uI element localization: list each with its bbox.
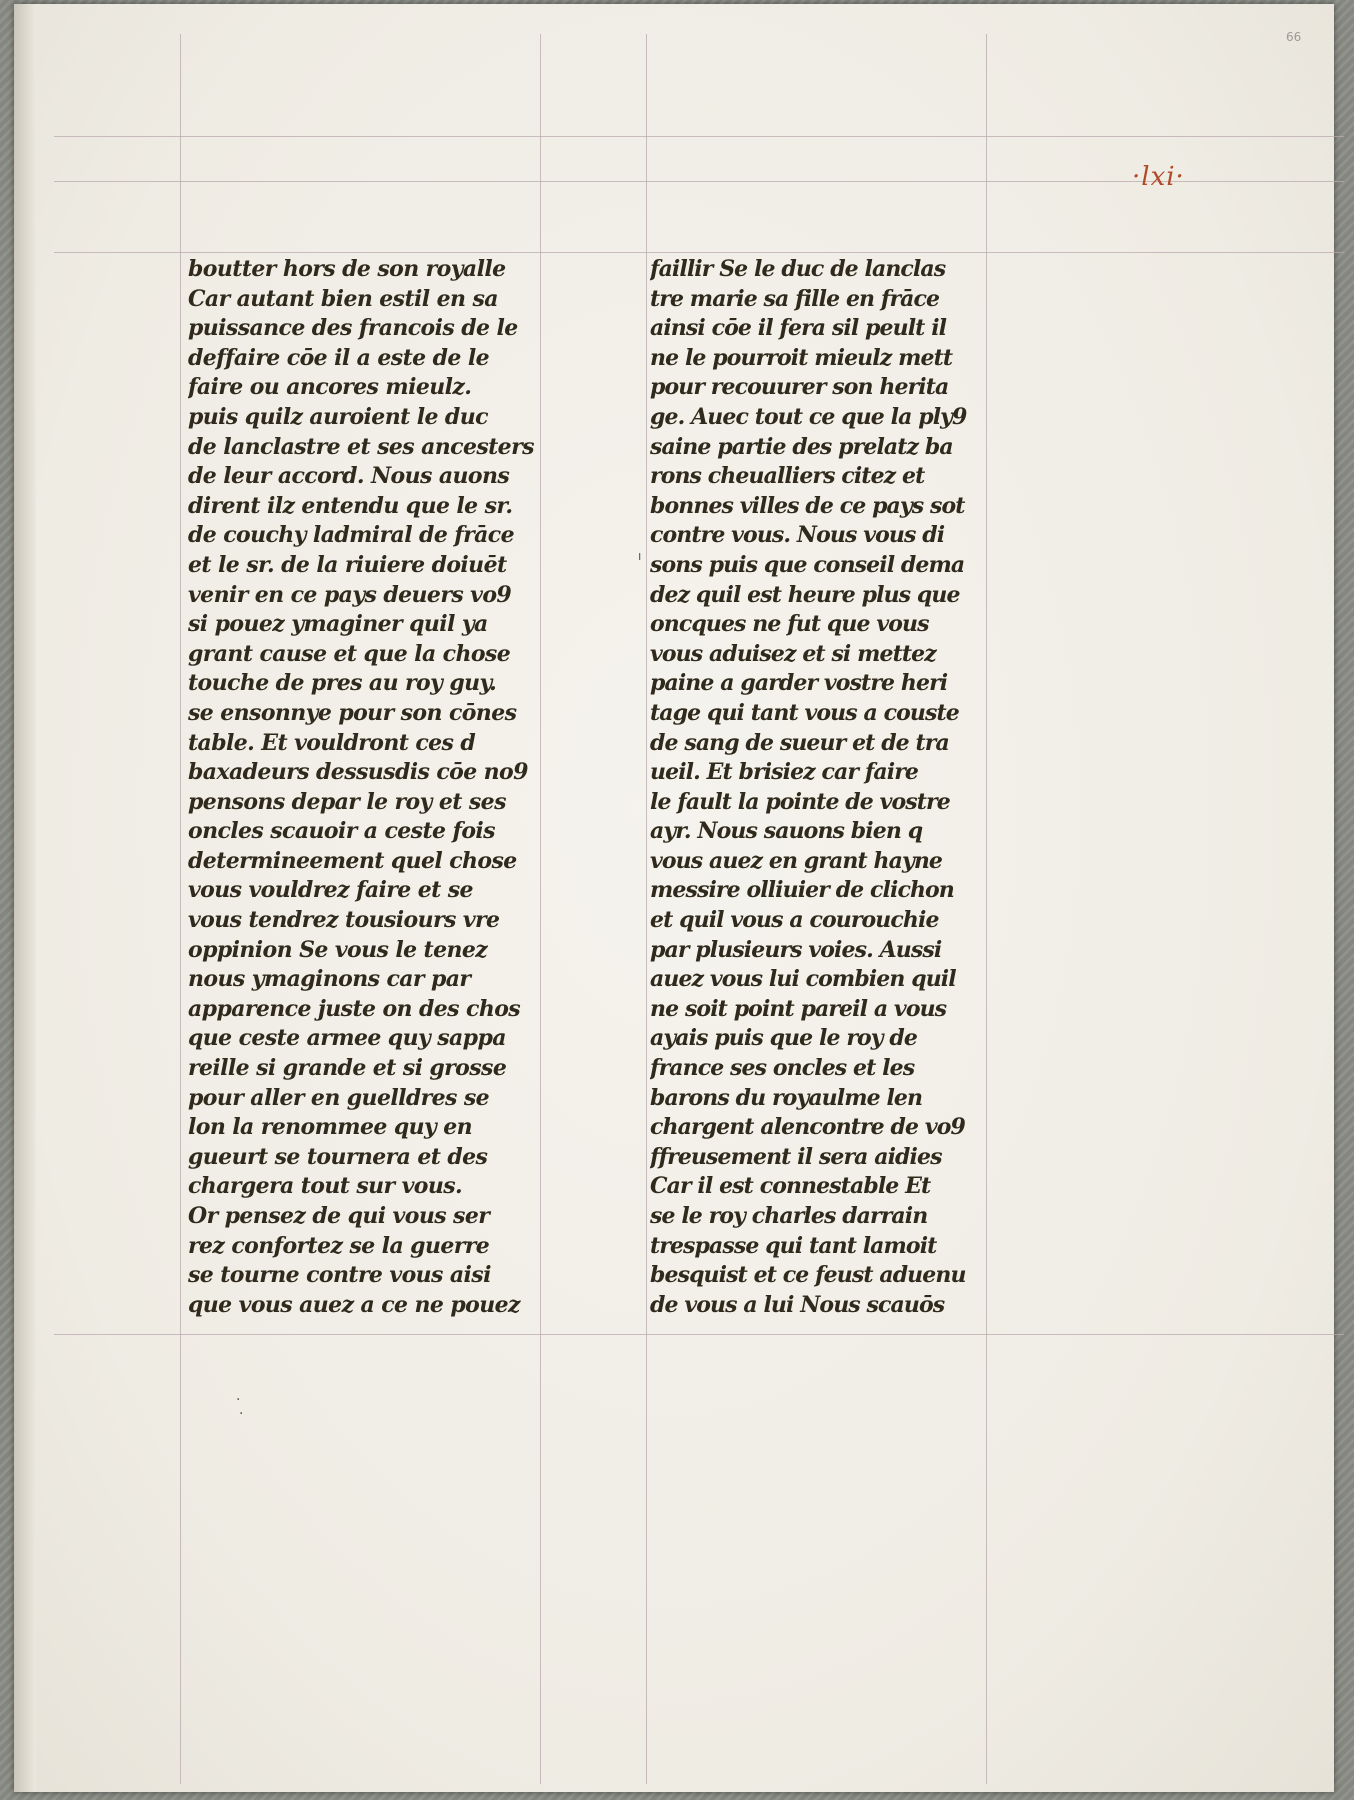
margin-tick: ı	[638, 549, 642, 563]
text-line: table. Et vouldront ces d	[188, 729, 476, 756]
text-line: touche de pres au roy guy.	[188, 670, 497, 697]
text-line: oncques ne fut que vous	[650, 611, 929, 638]
text-line: contre vous. Nous vous di	[650, 522, 945, 549]
text-line: pour recouurer son herita	[650, 374, 949, 401]
text-column-left	[188, 255, 563, 1320]
text-line: determineement quel chose	[188, 847, 517, 874]
text-line: par plusieurs voies. Aussi	[650, 936, 942, 963]
text-line: vous aduisez et si mettez	[650, 640, 936, 667]
text-line: ueil. Et brisiez car faire	[650, 759, 919, 786]
text-line: sons puis que conseil dema	[650, 551, 965, 578]
text-line: deffaire cōe il a este de le	[188, 344, 489, 371]
text-line: de vous a lui Nous scauōs	[650, 1291, 945, 1318]
text-line: rons cheualliers citez et	[650, 463, 925, 490]
text-line: ayais puis que le roy de	[650, 1025, 918, 1052]
ruling-line	[54, 136, 1344, 137]
text-line: saine partie des prelatz ba	[650, 433, 953, 460]
text-line: que vous auez a ce ne pouez	[188, 1291, 520, 1318]
text-line: faillir Se le duc de lanclas	[650, 256, 946, 282]
text-line: de sang de sueur et de tra	[650, 729, 949, 756]
text-line: france ses oncles et les	[650, 1055, 915, 1082]
text-line: dez quil est heure plus que	[650, 581, 960, 608]
rubric-folio-number: ·lxi·	[1132, 162, 1185, 192]
text-line: Car il est connestable Et	[650, 1173, 931, 1200]
text-line: de leur accord. Nous auons	[188, 463, 510, 490]
text-line: chargent alencontre de vo9	[650, 1114, 965, 1141]
text-line: barons du royaulme len	[650, 1084, 923, 1111]
text-line: Or pensez de qui vous ser	[188, 1203, 490, 1229]
text-line: trespasse qui tant lamoit	[650, 1232, 937, 1259]
binding-gutter	[14, 4, 36, 1792]
text-line: rez confortez se la guerre	[188, 1232, 490, 1259]
text-line: gueurt se tournera et des	[188, 1143, 488, 1170]
text-column-right	[650, 255, 1030, 1320]
text-line: lon la renommee quy en	[188, 1114, 473, 1141]
text-line: auez vous lui combien quil	[650, 966, 956, 993]
text-line: besquist et ce feust aduenu	[650, 1262, 966, 1289]
text-line: le fault la pointe de vostre	[650, 788, 950, 815]
text-line: puissance des francois de le	[188, 315, 518, 342]
text-line: ayr. Nous sauons bien q	[650, 818, 923, 845]
text-line: oppinion Se vous le tenez	[188, 936, 488, 963]
ruling-line	[646, 34, 647, 1784]
text-line: vous tendrez tousiours vre	[188, 907, 500, 934]
text-line: de couchy ladmiral de frāce	[188, 522, 514, 549]
text-line: puis quilz auroient le duc	[188, 403, 488, 430]
text-line: se tourne contre vous aisi	[188, 1262, 491, 1289]
text-line: nous ymaginons car par	[188, 966, 471, 993]
text-line: vous auez en grant hayne	[650, 847, 943, 874]
text-line: baxadeurs dessusdis cōe no9	[188, 759, 528, 786]
text-line: apparence juste on des chos	[188, 995, 521, 1022]
text-line: vous vouldrez faire et se	[188, 877, 473, 904]
text-line: messire olliuier de clichon	[650, 877, 954, 904]
margin-dot: ·	[239, 1406, 244, 1422]
text-line: bonnes villes de ce pays sot	[650, 492, 965, 519]
ruling-line	[54, 252, 1344, 253]
text-line: si pouez ymaginer quil ya	[188, 611, 488, 638]
margin-dot: ·	[236, 1392, 241, 1408]
text-line: Car autant bien estil en sa	[188, 285, 498, 312]
text-line: que ceste armee quy sappa	[188, 1025, 506, 1052]
text-line: tre marie sa fille en frāce	[650, 285, 940, 312]
text-line: pensons depar le roy et ses	[188, 788, 506, 815]
text-line: grant cause et que la chose	[188, 640, 511, 667]
text-line: dirent ilz entendu que le sr.	[188, 492, 513, 519]
text-line: de lanclastre et ses ancesters	[188, 433, 534, 460]
text-line: et le sr. de la riuiere doiuēt	[188, 551, 507, 578]
pencil-folio-number: 66	[1286, 30, 1302, 44]
text-line: se ensonnye pour son cōnes	[188, 699, 517, 726]
ruling-line	[54, 1334, 1344, 1335]
text-line: ge. Auec tout ce que la ply9	[650, 403, 967, 430]
text-line: ainsi cōe il fera sil peult il	[650, 315, 947, 342]
text-line: ffreusement il sera aidies	[650, 1143, 942, 1170]
text-line: oncles scauoir a ceste fois	[188, 818, 495, 845]
ruling-line	[180, 34, 181, 1784]
text-line: pour aller en guelldres se	[188, 1084, 490, 1111]
text-line: se le roy charles darrain	[650, 1203, 928, 1229]
text-line: et quil vous a courouchie	[650, 907, 939, 934]
text-line: paine a garder vostre heri	[650, 670, 948, 697]
text-line: venir en ce pays deuers vo9	[188, 581, 512, 608]
text-line: tage qui tant vous a couste	[650, 699, 959, 726]
text-line: chargera tout sur vous.	[188, 1173, 463, 1200]
text-line: boutter hors de son royalle	[188, 256, 506, 282]
text-line: reille si grande et si grosse	[188, 1055, 507, 1082]
text-line: ne soit point pareil a vous	[650, 995, 947, 1022]
text-line: ne le pourroit mieulz mett	[650, 344, 953, 371]
text-line: faire ou ancores mieulz.	[188, 374, 472, 401]
